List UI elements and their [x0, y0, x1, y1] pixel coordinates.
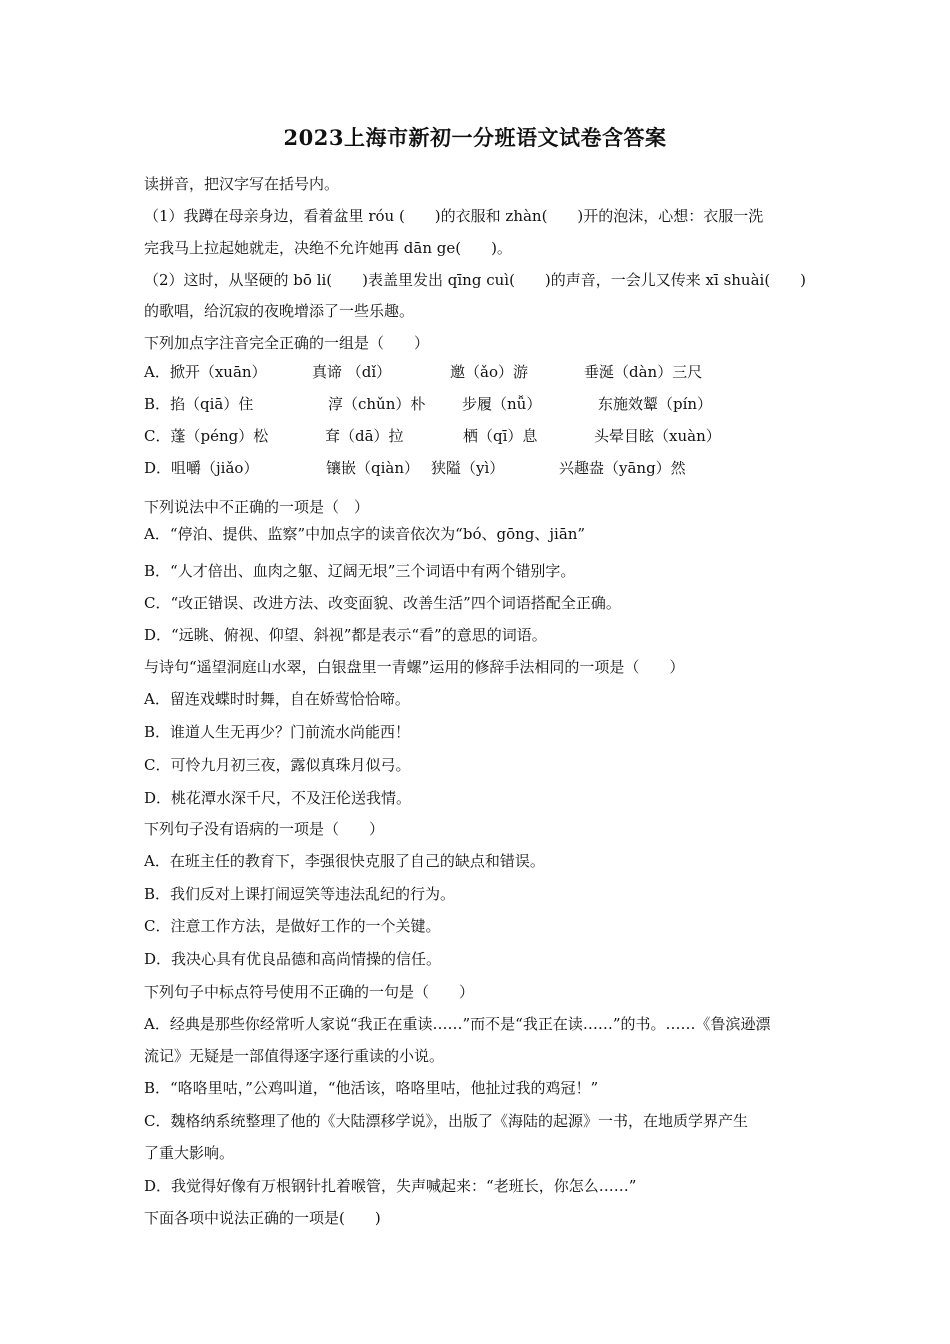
page-title: 2023上海市新初一分班语文试卷含答案 — [283, 125, 667, 150]
q6-option-c-line2: 了重大影响。 — [144, 1144, 235, 1162]
q2-d-item-2: 镶嵌（qiàn） — [326, 459, 420, 477]
q1-part2-line2: 的歌唱，给沉寂的夜晚增添了一些乐趣。 — [144, 302, 415, 320]
q4-option-a: A．留连戏蝶时时舞，自在娇莺恰恰啼。 — [144, 690, 410, 708]
q5-option-c: C．注意工作方法，是做好工作的一个关键。 — [144, 917, 441, 935]
q2-a-item-2: 真谛 （dǐ） — [312, 363, 392, 381]
q6-option-d: D．我觉得好像有万根钢针扎着喉管，失声喊起来：“老班长，你怎么……” — [144, 1177, 637, 1195]
q4-option-c: C．可怜九月初三夜，露似真珠月似弓。 — [144, 756, 411, 774]
q2-b-item-1: B．掐（qiā）住 — [144, 395, 254, 413]
q1-part1-line1: （1）我蹲在母亲身边，看着盆里 róu ( )的衣服和 zhàn( )开的泡沫，心想：衣服一洗 — [144, 207, 764, 225]
q1-part1-line2: 完我马上拉起她就走，决绝不允许她再 dān ge( )。 — [144, 239, 512, 257]
q4-option-b: B．谁道人生无再少？门前流水尚能西！ — [144, 723, 411, 741]
q2-a-item-4: 垂涎（dàn）三尺 — [584, 363, 703, 381]
q6-option-c-line1: C．魏格纳系统整理了他的《大陆漂移学说》，出版了《海陆的起源》一书，在地质学界产生 — [144, 1112, 748, 1130]
q3-option-a: A．“停泊、提供、监察”中加点字的读音依次为“bó、gōng、jiān” — [144, 525, 586, 543]
q2-d-item-4: 兴趣盎（yāng）然 — [559, 459, 686, 477]
q1-stem: 读拼音，把汉字写在括号内。 — [144, 175, 340, 193]
q5-option-b: B．我们反对上课打闹逗笑等违法乱纪的行为。 — [144, 885, 456, 903]
q5-option-a: A．在班主任的教育下，李强很快克服了自己的缺点和错误。 — [144, 852, 545, 870]
q2-b-item-4: 东施效颦（pín） — [598, 395, 713, 413]
q2-b-item-2: 淳（chǔn）朴 — [328, 395, 426, 413]
q3-stem: 下列说法中不正确的一项是（ ） — [144, 498, 370, 516]
q2-a-item-3: 邀（ǎo）游 — [450, 363, 528, 381]
q1-part2-line1: （2）这时，从坚硬的 bō li( )表盖里发出 qīng cuì( )的声音，一会儿又传来 xī shuài( ) — [144, 271, 807, 289]
q2-c-item-1: C．蓬（péng）松 — [144, 427, 269, 445]
q3-option-d: D．“远眺、俯视、仰望、斜视”都是表示“看”的意思的词语。 — [144, 626, 547, 644]
q2-c-item-2: 耷（dā）拉 — [325, 427, 404, 445]
q5-option-d: D．我决心具有优良品德和高尚情操的信任。 — [144, 950, 442, 968]
q2-c-item-4: 头晕目眩（xuàn） — [594, 427, 721, 445]
q4-option-d: D．桃花潭水深千尺，不及汪伦送我情。 — [144, 789, 412, 807]
q2-a-item-1: A．掀开（xuān） — [144, 363, 267, 381]
q2-stem: 下列加点字注音完全正确的一组是（ ） — [144, 334, 430, 352]
q3-option-b: B．“人才倍出、血肉之躯、辽阔无垠”三个词语中有两个错别字。 — [144, 562, 576, 580]
q2-c-item-3: 栖（qī）息 — [463, 427, 538, 445]
q5-stem: 下列句子没有语病的一项是（ ） — [144, 820, 385, 838]
q6-option-b: B．“咯咯里咕，”公鸡叫道，“他活该，咯咯里咕，他扯过我的鸡冠！” — [144, 1079, 599, 1097]
q6-option-a-line1: A．经典是那些你经常听人家说“我正在重读……”而不是“我正在读……”的书。……《鲁滨逊漂 — [144, 1015, 771, 1033]
q7-stem: 下面各项中说法正确的一项是( ) — [144, 1209, 381, 1227]
q2-d-item-3: 狭隘（yì） — [431, 459, 505, 477]
q4-stem: 与诗句“遥望洞庭山水翠，白银盘里一青螺”运用的修辞手法相同的一项是（ ） — [144, 658, 685, 676]
q6-option-a-line2: 流记》无疑是一部值得逐字逐行重读的小说。 — [144, 1047, 445, 1065]
q2-b-item-3: 步履（nǚ） — [462, 395, 542, 413]
q6-stem: 下列句子中标点符号使用不正确的一句是（ ） — [144, 983, 475, 1001]
q2-d-item-1: D．咀嚼（jiǎo） — [144, 459, 259, 477]
q3-option-c: C．“改正错误、改进方法、改变面貌、改善生活”四个词语搭配全正确。 — [144, 594, 621, 612]
